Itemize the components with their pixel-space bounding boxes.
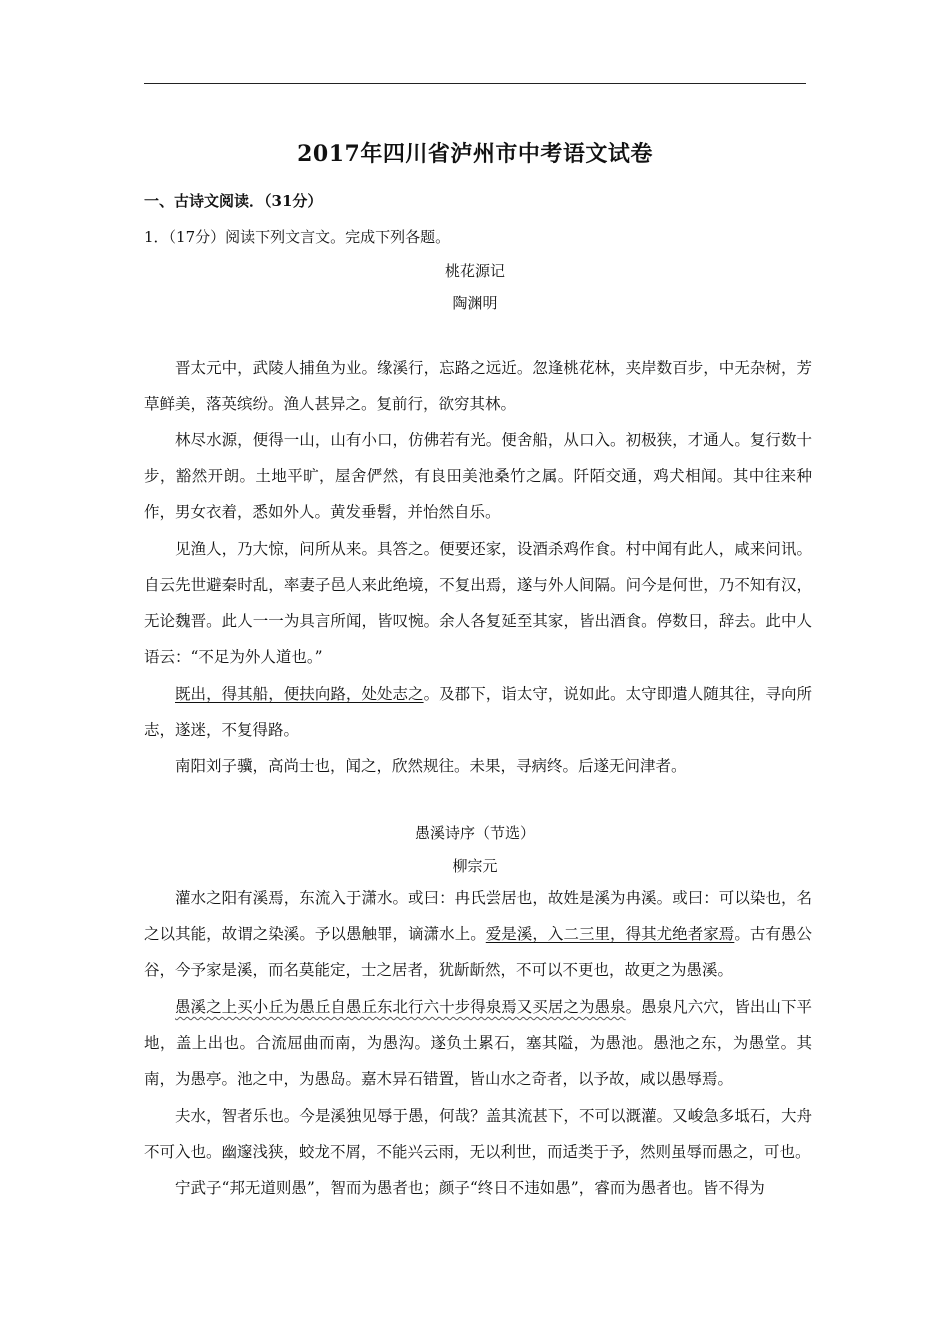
question-1-prompt: 1．（17分）阅读下列文言文。完成下列各题。: [144, 228, 451, 246]
wavy-underlined-sentence: 愚溪之上买小丘为愚丘自愚丘东北行六十步得泉焉又买居之为愚泉: [175, 998, 626, 1016]
text-a-title: 桃花源记: [444, 262, 505, 280]
page-title: 2017年四川省泸州市中考语文试卷: [297, 141, 653, 167]
header-rule: [144, 83, 806, 84]
underlined-sentence-b: 爱是溪，入二三里，得其尤绝者家焉: [485, 925, 735, 943]
text-b-paragraph-4: 宁武子“邦无道则愚”，智而为愚者也；颜子“终日不违如愚”，睿而为愚者也。皆不得为: [175, 1179, 765, 1197]
underlined-sentence-a: 既出，得其船，便扶向路，处处志之: [175, 685, 424, 703]
text-b-paragraph-1-end: 。古有愚公谷，今予家是溪，而名莫能定，士之居者，犹龂龂然，不可以不更也，故更之为愚溪。: [144, 925, 812, 979]
text-a-paragraph-4-rest: 。及郡下，诣太守，说如此。太守即遣人随其往，寻向所志，遂迷，不复得路。: [144, 685, 812, 739]
text-a-author: 陶渊明: [452, 294, 498, 312]
text-b-title: 愚溪诗序（节选）: [414, 824, 535, 842]
text-b-paragraph-2-rest: 。愚泉凡六穴，皆出山下平地，盖上出也。合流屈曲而南，为愚沟。遂负土累石，塞其隘，为愚池。愚池之东，为愚堂。其南，为愚亭。池之中，为愚岛。嘉木异石错置，皆山水之奇者，以予故，咸以愚辱焉。: [144, 998, 812, 1088]
text-b-paragraph-1: [144, 880, 812, 988]
section-heading: 一、古诗文阅读．（31分）: [144, 192, 323, 210]
text-b-paragraph-2: [144, 989, 812, 1097]
text-a-paragraph-1: 晋太元中，武陵人捕鱼为业。缘溪行，忘路之远近。忽逢桃花林，夹岸数百步，中无杂树，芳草鲜美，落英缤纷。渔人甚异之。复前行，欲穷其林。: [144, 359, 812, 413]
text-b-paragraph-1-start: 灌水之阳有溪焉，东流入于潇水。或曰：冉氏尝居也，故姓是溪为冉溪。或曰：可以染也，名之以其能，故谓之染溪。予以愚触罪，谪潇水上。: [144, 889, 812, 943]
text-b-paragraph-3: 夫水，智者乐也。今是溪独见辱于愚，何哉？盖其流甚下，不可以溉灌。又峻急多坻石，大舟不可入也。幽邃浅狭，蛟龙不屑，不能兴云雨，无以利世，而适类于予，然则虽辱而愚之，可也。: [144, 1107, 812, 1161]
text-a-paragraph-5: 南阳刘子骥，高尚士也，闻之，欣然规往。未果，寻病终。后遂无问津者。: [175, 757, 687, 775]
text-a-paragraph-4: [144, 676, 812, 748]
text-a-paragraph-3: 见渔人，乃大惊，问所从来。具答之。便要还家，设酒杀鸡作食。村中闻有此人，咸来问讯。自云先世避秦时乱，率妻子邑人来此绝境，不复出焉，遂与外人间隔。问今是何世，乃不知有汉，无论魏晋。此人一一为具言所闻，皆叹惋。余人各复延至其家，皆出酒食。停数日，辞去。此中人语云：“不足为外人道也。”: [144, 540, 812, 666]
text-b-author: 柳宗元: [452, 857, 498, 875]
text-a-paragraph-2: 林尽水源，便得一山，山有小口，仿佛若有光。便舍船，从口入。初极狭，才通人。复行数十步，豁然开朗。土地平旷，屋舍俨然，有良田美池桑竹之属。阡陌交通，鸡犬相闻。其中往来种作，男女衣着，悉如外人。黄发垂髫，并怡然自乐。: [144, 431, 812, 521]
